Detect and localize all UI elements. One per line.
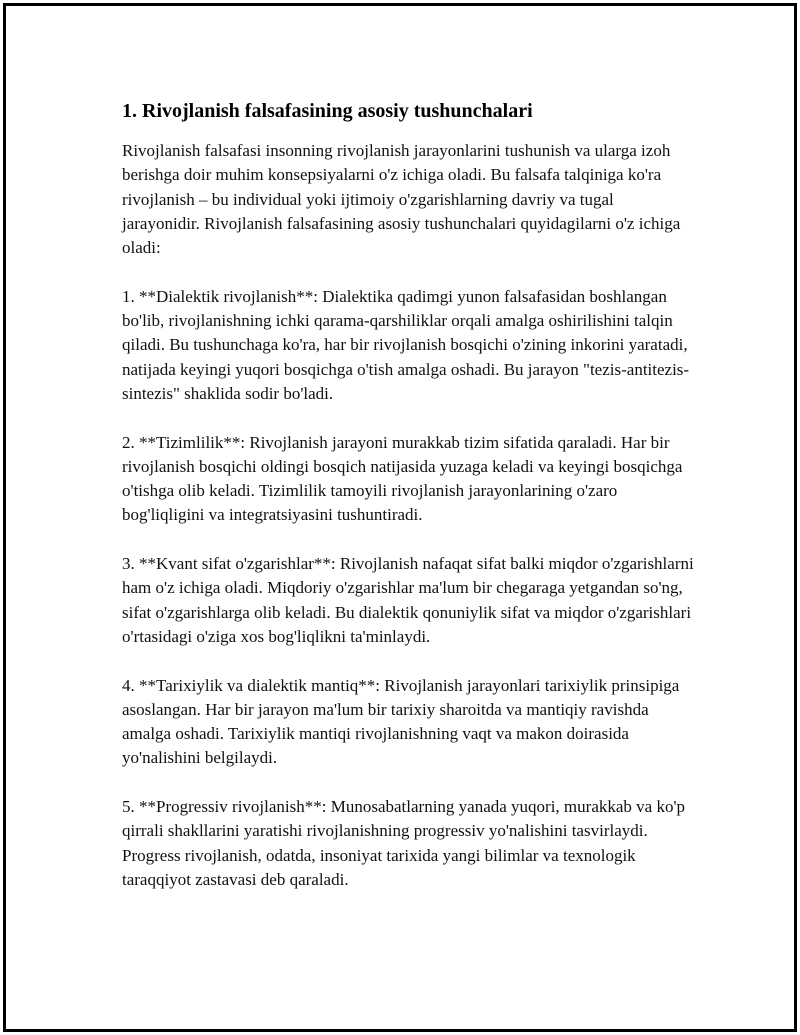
paragraph-progressive: 5. **Progressiv rivojlanish**: Munosabatlarning yanada yuqori, murakkab va ko'p qirrali shakllarini yaratishi rivojlanishning progressiv yo'nalishini tasvirlaydi. Progress rivojlanish, odatda, insoniyat tarixida yangi bilimlar va texnologik taraqqiyot zastavasi deb qaraladi.	[122, 797, 686, 889]
paragraph-quantum-quality: 3. **Kvant sifat o'zgarishlar**: Rivojlanish nafaqat sifat balki miqdor o'zgarishlarni ham o'z ichiga oladi. Miqdoriy o'zgarishlar ma'lum bir chegaraga yetgandan so'ng, sifat o'zgarishlarga olib keladi. Bu dialektik qonuniylik sifat va miqdor o'zgarishlari o'rtasidagi o'ziga xos bog'liqlikni ta'minlaydi.	[122, 554, 694, 646]
paragraph-systematicity: 2. **Tizimlilik**: Rivojlanish jarayoni murakkab tizim sifatida qaraladi. Har bir rivojlanish bosqichi oldingi bosqich natijasida yuzaga keladi va keyingi bosqichga o'tishga olib keladi. Tizimlilik tamoyili rivojlanish jarayonlarining o'zaro bog'liqligini va integratsiyasini tushuntiradi.	[122, 432, 683, 525]
paragraph-historicism: 4. **Tarixiylik va dialektik mantiq**: Rivojlanish jarayonlari tarixiylik prinsipiga asoslangan. Har bir jarayon ma'lum bir tarixiy sharoitda va mantiqiy ravishda amalga oshadi. Tarixiylik mantiqi rivojlanishning vaqt va makon doirasida yo'nalishini belgilaydi.	[122, 675, 680, 768]
document-body	[122, 98, 694, 917]
section-heading: 1. Rivojlanish falsafasining asosiy tushunchalari	[122, 100, 533, 122]
paragraph-dialectic: 1. **Dialektik rivojlanish**: Dialektika qadimgi yunon falsafasidan boshlangan bo'lib, rivojlanishning ichki qarama-qarshiliklar orqali amalga oshirilishini talqin qiladi. Bu tushunchaga ko'ra, har bir rivojlanish bosqichi o'zining inkorini yaratadi, natijada keyingi yuqori bosqichga o'tish amalga oshadi. Bu jarayon "tezis-antitezis-sintezis" shaklida sodir bo'ladi.	[122, 286, 690, 403]
page-frame	[3, 3, 797, 1032]
intro-paragraph: Rivojlanish falsafasi insonning rivojlanish jarayonlarini tushunish va ularga izoh berishga doir muhim konsepsiyalarni o'z ichiga oladi. Bu falsafa talqiniga ko'ra rivojlanish – bu individual yoki ijtimoiy o'zgarishlarning davriy va tugal jarayonidir. Rivojlanish falsafasining asosiy tushunchalari quyidagilarni o'z ichiga oladi:	[122, 141, 681, 258]
